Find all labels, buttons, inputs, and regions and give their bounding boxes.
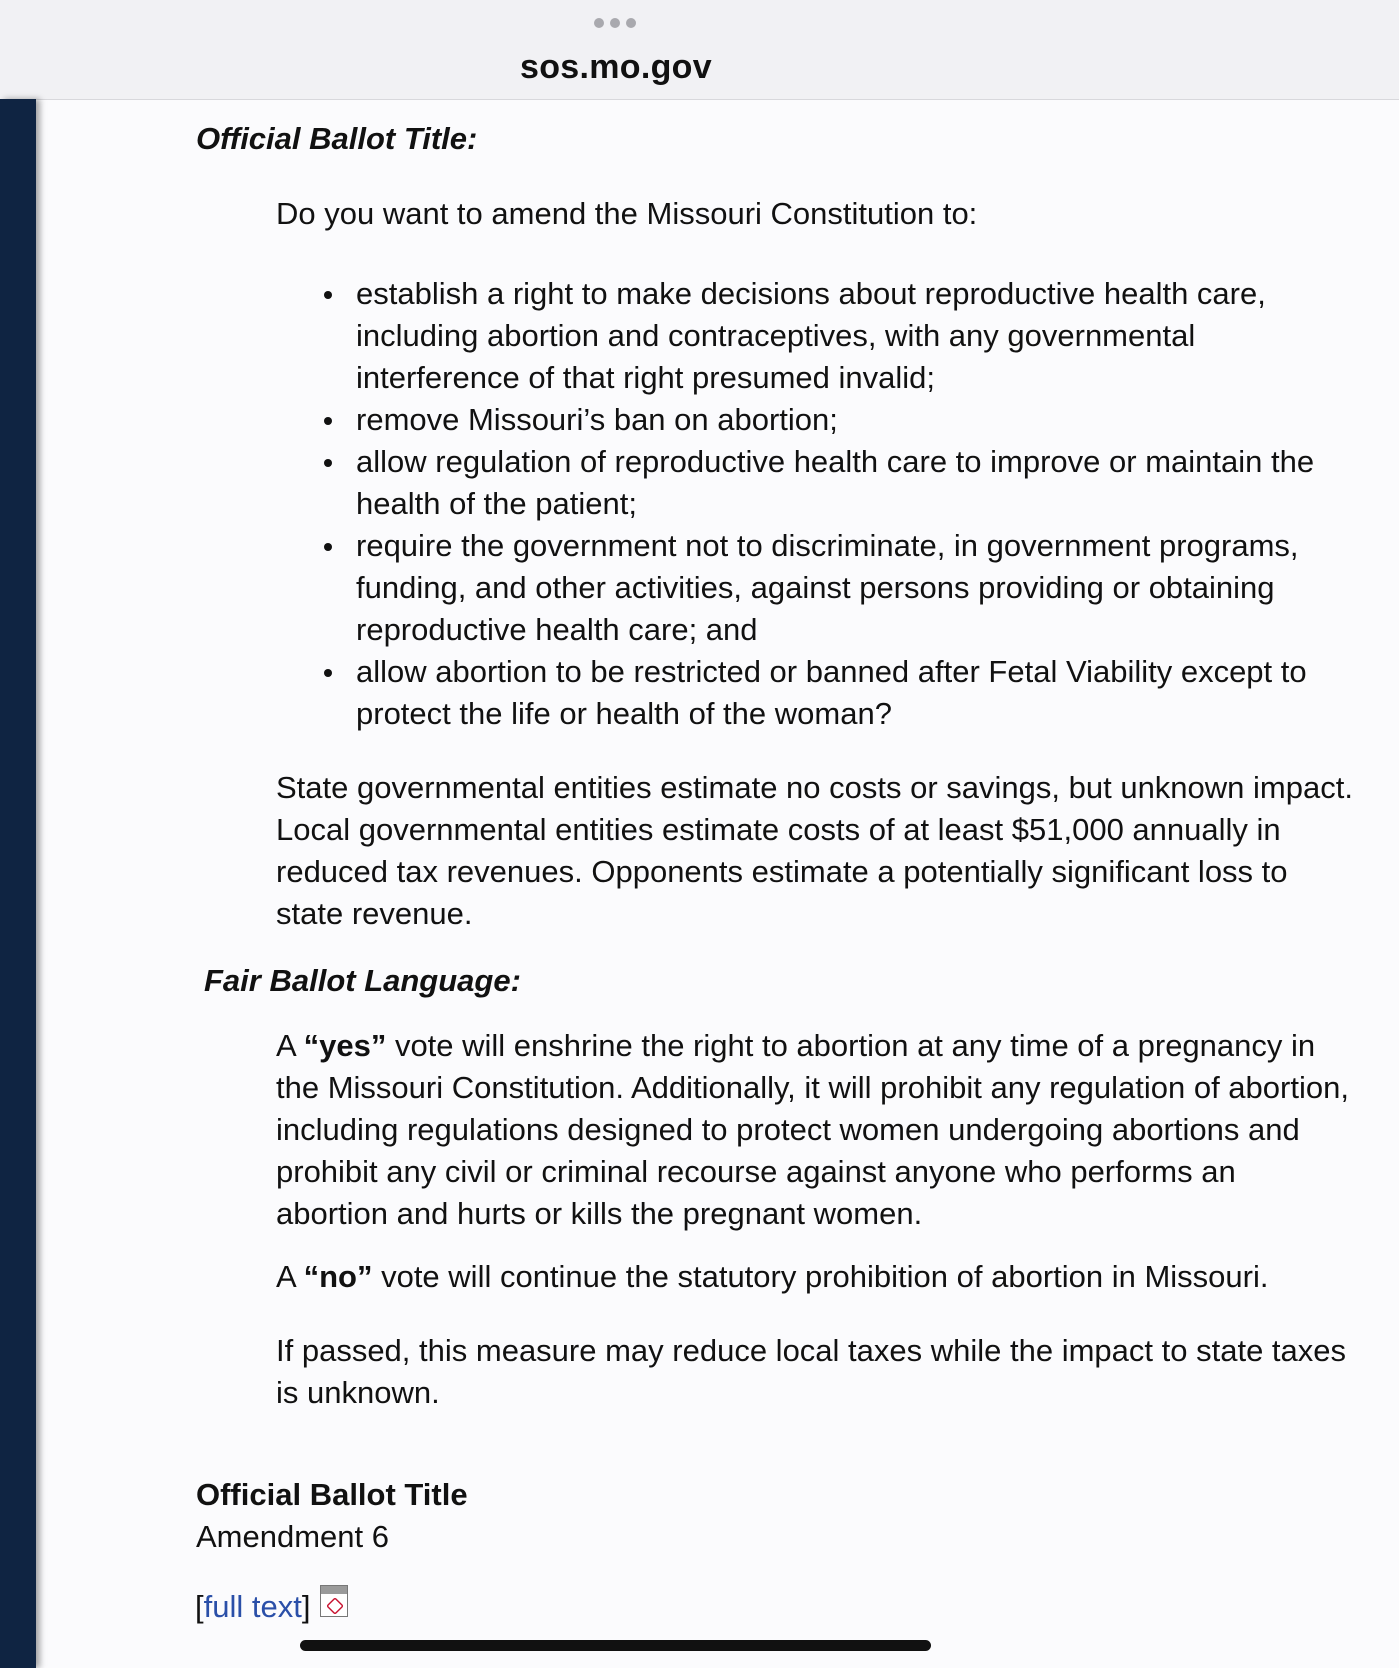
sidebar-strip <box>0 99 36 1668</box>
amendment-label: Amendment 6 <box>196 1519 389 1554</box>
no-vote-paragraph <box>276 1256 1356 1298</box>
fiscal-note: State governmental entities estimate no costs or savings, but unknown impact. Local governmental entities estimate costs of at least $51,000 annually in reduced tax revenues. Opponents estimate a potentially significant loss to state revenue. <box>276 770 1353 931</box>
yes-word: “yes” <box>303 1028 387 1063</box>
section-title: Official Ballot Title <box>196 1477 468 1512</box>
list-item: establish a right to make decisions about reproductive health care, including abortion and contraceptives, with any governmental interference of that right presumed invalid; <box>276 273 1356 399</box>
url-label[interactable]: sos.mo.gov <box>520 48 712 86</box>
no-text: vote will continue the statutory prohibition of abortion in Missouri. <box>372 1259 1269 1294</box>
list-item: allow abortion to be restricted or banned after Fetal Viability except to protect the life or health of the woman? <box>276 651 1356 735</box>
browser-address-bar <box>0 0 1399 100</box>
tax-note: If passed, this measure may reduce local taxes while the impact to state taxes is unknown. <box>276 1333 1347 1410</box>
bracket-close: ] <box>301 1589 311 1624</box>
home-indicator[interactable] <box>300 1640 931 1651</box>
ballot-bullet-list <box>276 273 1356 735</box>
yes-vote-paragraph <box>276 1025 1356 1235</box>
bracket-open: [ <box>195 1589 204 1624</box>
list-item: remove Missouri’s ban on abortion; <box>276 399 1356 441</box>
pdf-icon[interactable] <box>320 1585 348 1617</box>
yes-text: vote will enshrine the right to abortion at any time of a pregnancy in the Missouri Constitution. Additionally, it will prohibit any regulation of abortion, including regulations designed to protect women undergoing abortions and prohibit any civil or criminal recourse against anyone who performs an abortion and hurts or kills the pregnant women. <box>276 1028 1349 1231</box>
more-options-icon[interactable] <box>594 18 636 28</box>
no-word: “no” <box>303 1259 373 1294</box>
yes-prefix: A <box>276 1028 304 1063</box>
full-text-link[interactable]: full text <box>203 1589 302 1624</box>
no-prefix: A <box>276 1259 304 1294</box>
list-item: require the government not to discriminate, in government programs, funding, and other activities, against persons providing or obtaining reproductive health care; and <box>276 525 1356 651</box>
full-text-row <box>195 1589 348 1625</box>
official-ballot-title-heading: Official Ballot Title: <box>196 121 478 156</box>
ballot-intro: Do you want to amend the Missouri Constitution to: <box>276 196 978 231</box>
fair-ballot-language-heading: Fair Ballot Language: <box>204 963 521 998</box>
list-item: allow regulation of reproductive health care to improve or maintain the health of the patient; <box>276 441 1356 525</box>
